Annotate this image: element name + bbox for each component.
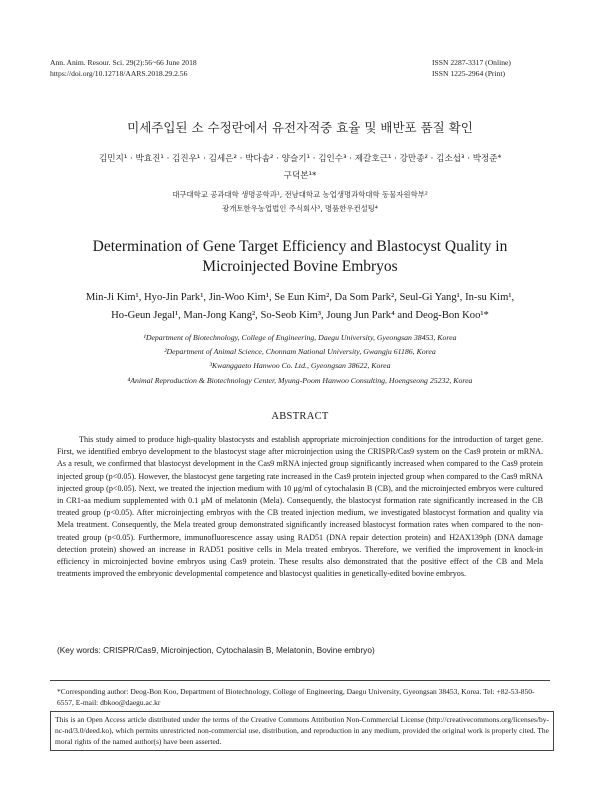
korean-aff-line2: 광개토한우농업법인 주식회사³, 명품한우컨설팅⁴ xyxy=(222,204,378,213)
footnote-divider xyxy=(50,680,550,681)
abstract-body: This study aimed to produce high-quality blastocysts and establish appropriate microinjection conditions for the introduction of target gene. First, we identified embryo development to the blastocyst stage after microinjection using the CRISPR/Cas9 system on the Cas9 protein or mRNA. As a result, we confirmed that blastocyst development in the Cas9 mRNA injected group significantly increased when compared to the Cas9 protein injected group (p<0.05). However, the blastocyst gene targeting rate increased in the Cas9 protein injected group when compared to the Cas9 mRNA injected group (p<0.05). Next, we treated the injection medium with 10 μg/ml of cytochalasin B (CB), and the microinjected embryos were cultured in CR1-aa medium supplemented with 0.1 μM of melatonin (Mela). Consequently, the blastocyst formation rate significantly increased in the CB treated group (p<0.05). After microinjecting embryos with the CB treated injection medium, we investigated blastocyst formation and quality via Mela treatment. Consequently, the Mela treated group demonstrated significantly increased blastocyst formation rates when compared to the non-treated group (p<0.05). Furthermore, immunofluorescence assay using RAD51 (DNA repair detection protein) and H2AX139ph (DNA damage detection protein) showed an increase in RAD51 positive cells in Mela treated embryos. Therefore, we verified the improvement in knock-in efficiency in microinjected bovine embryos using Cas9 protein. These results also demonstrated that the positive effect of the CB and Mela treatments improved the embryonic developmental competence and blastocyst qualities in genetically-edited bovine embryos. xyxy=(57,435,543,579)
korean-title: 미세주입된 소 수정란에서 유전자적중 효율 및 배반포 품질 확인 xyxy=(127,120,473,135)
doi-link[interactable]: https://doi.org/10.12718/AARS.2018.29.2.56 xyxy=(50,68,188,78)
affiliation-4: ⁴Animal Reproduction & Biotechnology Center, Myung-Poom Hanwoo Consulting, Hoengseong 25232, Korea xyxy=(127,375,473,385)
english-authors-line1: Min-Ji Kim¹, Hyo-Jin Park¹, Jin-Woo Kim¹, Se Eun Kim², Da Som Park², Seul-Gi Yang¹, In-su Kim¹, xyxy=(85,292,515,303)
english-authors-line2: Ho-Geun Jegal¹, Man-Jong Kang², So-Seob Kim³, Joung Jun Park⁴ and Deog-Bon Koo¹* xyxy=(111,310,489,321)
corresponding-author-note: *Corresponding author: Deog-Bon Koo, Department of Biotechnology, College of Engineering, Daegu University, Gyeongsan 38453, Korea. Tel: +82-53-850-6557, E-mail: dbkoo@daegu.ac.kr xyxy=(57,687,535,707)
korean-authors-line1: 김민지¹ · 박효진¹ · 김진우¹ · 김세은² · 박다솜² · 양슬기¹ · 김인수³ · 제갈호근¹ · 강만종² · 김소섭³ · 박정준⁴ xyxy=(98,154,502,164)
issn-print: ISSN 1225-2964 (Print) xyxy=(432,68,505,78)
keywords: (Key words: CRISPR/Cas9, Microinjection, Cytochalasin B, Melatonin, Bovine embryo) xyxy=(57,645,375,655)
korean-aff-line1: 대구대학교 공과대학 생명공학과¹, 전남대학교 농업생명과학대학 동물자원학부² xyxy=(172,190,428,199)
license-box: This is an Open Access article distributed under the terms of the Creative Commons Attribution Non-Commercial License (http://creativecommons.org/licenses/by-nc-nd/3.0/deed.ko), which permits unrestricted non-commercial use, distribution, and reproduction in any medium, provided the original work is properly cited. The moral rights of the named author(s) have been asserted. xyxy=(50,711,554,751)
affiliation-3: ³Kwanggaeto Hanwoo Co. Ltd., Gyeongsan 38622, Korea xyxy=(209,361,391,371)
korean-affiliations xyxy=(40,188,560,216)
affiliation-2: ²Department of Animal Science, Chonnam National University, Gwangju 61186, Korea xyxy=(164,347,436,357)
affiliation-1: ¹Department of Biotechnology, College of Engineering, Daegu University, Gyeongsan 38453, Korea xyxy=(143,333,457,342)
english-title-line2: Microinjected Bovine Embryos xyxy=(202,258,398,275)
english-authors xyxy=(40,289,560,325)
journal-citation: Ann. Anim. Resour. Sci. 29(2):56~66 June 2018 xyxy=(50,58,197,67)
english-title xyxy=(40,237,560,277)
korean-authors xyxy=(40,151,560,185)
abstract-heading: ABSTRACT xyxy=(271,411,329,422)
issn-online: ISSN 2287-3317 (Online) xyxy=(432,58,511,67)
english-affiliations xyxy=(40,331,560,388)
issn-block xyxy=(432,58,511,79)
journal-header xyxy=(50,58,197,79)
english-title-line1: Determination of Gene Target Efficiency and Blastocyst Quality in xyxy=(92,238,508,255)
korean-authors-line2: 구덕본¹* xyxy=(283,171,317,181)
